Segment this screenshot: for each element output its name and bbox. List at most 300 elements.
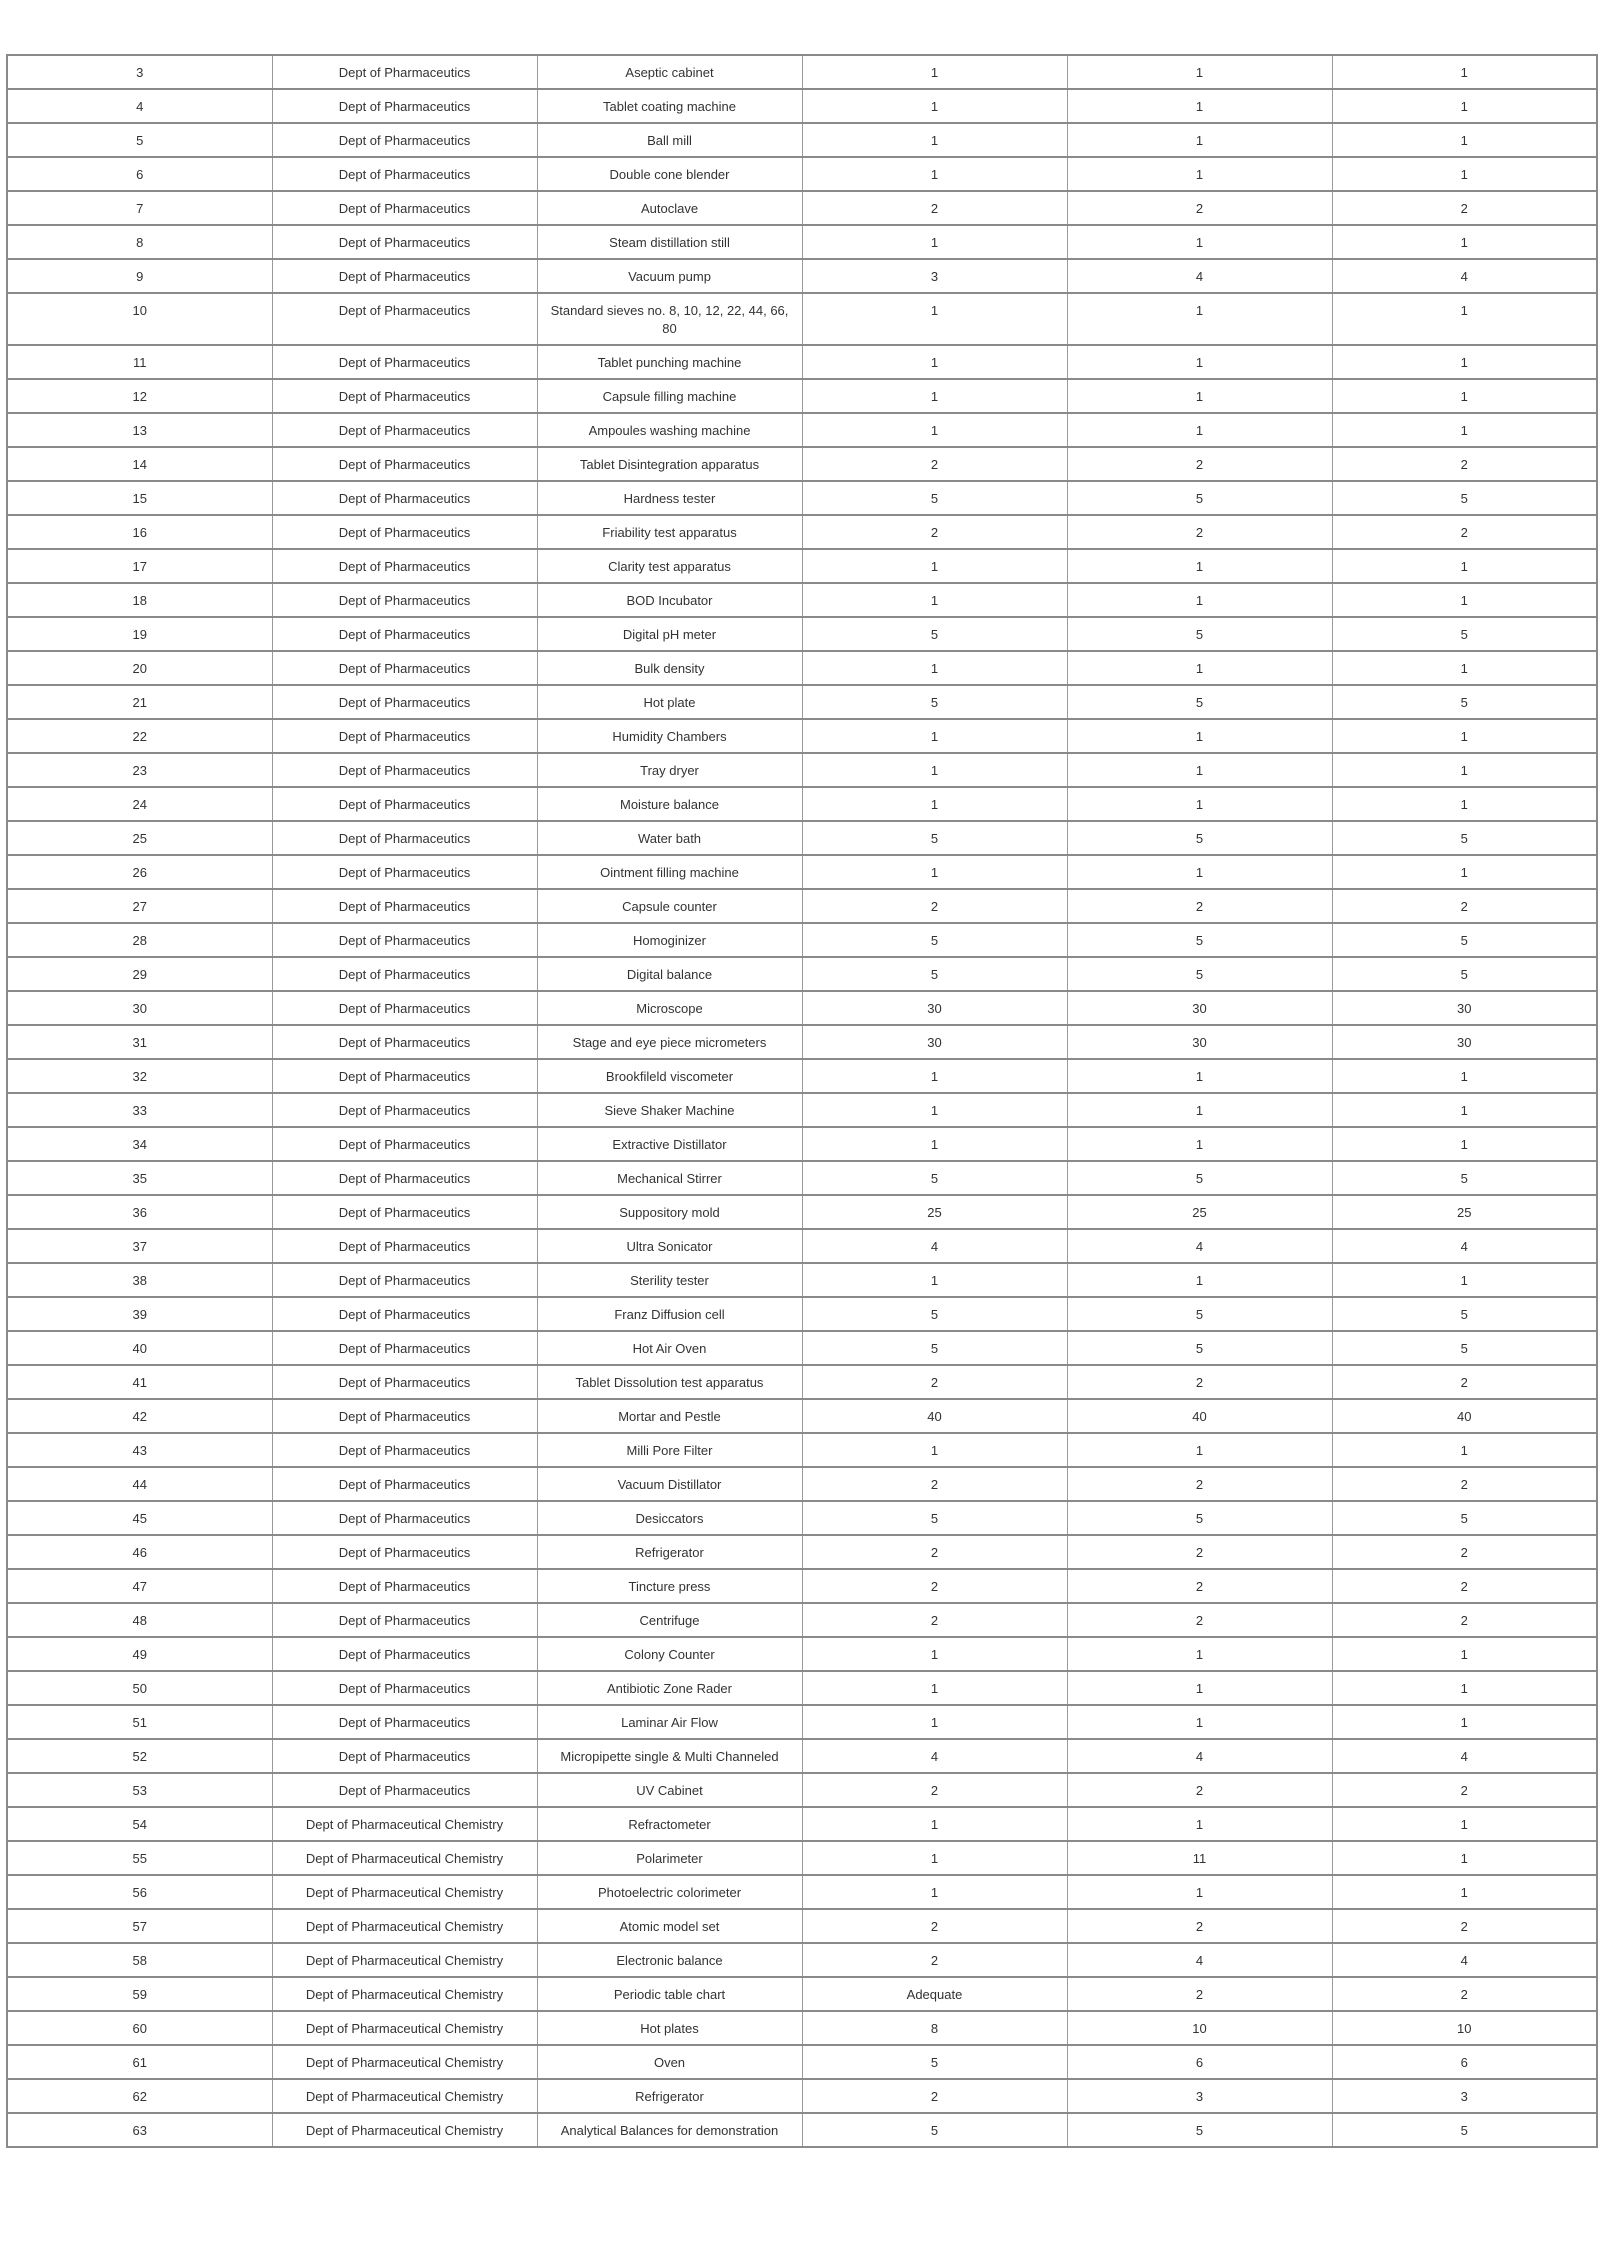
quantity-required-cell: 1: [802, 1705, 1067, 1739]
quantity-available-cell: 1: [1067, 379, 1332, 413]
serial-number-cell: 62: [7, 2079, 272, 2113]
equipment-name-cell: Humidity Chambers: [537, 719, 802, 753]
serial-number-cell: 45: [7, 1501, 272, 1535]
quantity-required-cell: 2: [802, 447, 1067, 481]
equipment-name-cell: Ampoules washing machine: [537, 413, 802, 447]
serial-number-cell: 19: [7, 617, 272, 651]
quantity-required-cell: 1: [802, 787, 1067, 821]
table-row: [7, 1705, 1597, 1739]
quantity-required-cell: 1: [802, 753, 1067, 787]
quantity-available-cell: 5: [1067, 481, 1332, 515]
serial-number-cell: 27: [7, 889, 272, 923]
quantity-required-cell: 4: [802, 1739, 1067, 1773]
quantity-present-cell: 5: [1332, 685, 1597, 719]
quantity-available-cell: 1: [1067, 1433, 1332, 1467]
equipment-name-cell: Centrifuge: [537, 1603, 802, 1637]
serial-number-cell: 39: [7, 1297, 272, 1331]
table-row: [7, 617, 1597, 651]
table-row: [7, 55, 1597, 89]
quantity-present-cell: 1: [1332, 123, 1597, 157]
quantity-present-cell: 5: [1332, 1331, 1597, 1365]
quantity-available-cell: 1: [1067, 583, 1332, 617]
quantity-available-cell: 5: [1067, 685, 1332, 719]
table-row: [7, 1807, 1597, 1841]
serial-number-cell: 17: [7, 549, 272, 583]
quantity-required-cell: 5: [802, 617, 1067, 651]
quantity-required-cell: 1: [802, 413, 1067, 447]
quantity-required-cell: 2: [802, 1603, 1067, 1637]
quantity-required-cell: 2: [802, 1365, 1067, 1399]
serial-number-cell: 50: [7, 1671, 272, 1705]
department-cell: Dept of Pharmaceutics: [272, 1433, 537, 1467]
quantity-required-cell: 5: [802, 821, 1067, 855]
serial-number-cell: 63: [7, 2113, 272, 2147]
serial-number-cell: 12: [7, 379, 272, 413]
quantity-present-cell: 30: [1332, 1025, 1597, 1059]
department-cell: Dept of Pharmaceutical Chemistry: [272, 1807, 537, 1841]
quantity-present-cell: 2: [1332, 447, 1597, 481]
quantity-required-cell: 5: [802, 1501, 1067, 1535]
quantity-available-cell: 30: [1067, 991, 1332, 1025]
serial-number-cell: 21: [7, 685, 272, 719]
equipment-name-cell: Digital pH meter: [537, 617, 802, 651]
quantity-available-cell: 1: [1067, 651, 1332, 685]
serial-number-cell: 20: [7, 651, 272, 685]
quantity-available-cell: 10: [1067, 2011, 1332, 2045]
serial-number-cell: 43: [7, 1433, 272, 1467]
equipment-name-cell: Vacuum Distillator: [537, 1467, 802, 1501]
quantity-required-cell: 5: [802, 1297, 1067, 1331]
quantity-required-cell: 5: [802, 923, 1067, 957]
department-cell: Dept of Pharmaceutics: [272, 1603, 537, 1637]
quantity-available-cell: 1: [1067, 1127, 1332, 1161]
department-cell: Dept of Pharmaceutics: [272, 1093, 537, 1127]
serial-number-cell: 51: [7, 1705, 272, 1739]
quantity-available-cell: 1: [1067, 855, 1332, 889]
department-cell: Dept of Pharmaceutics: [272, 413, 537, 447]
equipment-name-cell: Mechanical Stirrer: [537, 1161, 802, 1195]
quantity-available-cell: 25: [1067, 1195, 1332, 1229]
equipment-name-cell: Autoclave: [537, 191, 802, 225]
quantity-available-cell: 40: [1067, 1399, 1332, 1433]
quantity-present-cell: 1: [1332, 549, 1597, 583]
department-cell: Dept of Pharmaceutics: [272, 617, 537, 651]
equipment-name-cell: Suppository mold: [537, 1195, 802, 1229]
serial-number-cell: 48: [7, 1603, 272, 1637]
table-row: [7, 1093, 1597, 1127]
equipment-name-cell: Digital balance: [537, 957, 802, 991]
quantity-available-cell: 4: [1067, 259, 1332, 293]
quantity-available-cell: 1: [1067, 89, 1332, 123]
quantity-required-cell: 1: [802, 549, 1067, 583]
quantity-required-cell: 1: [802, 293, 1067, 345]
department-cell: Dept of Pharmaceutics: [272, 1127, 537, 1161]
table-row: [7, 685, 1597, 719]
table-row: [7, 379, 1597, 413]
quantity-available-cell: 4: [1067, 1229, 1332, 1263]
serial-number-cell: 26: [7, 855, 272, 889]
equipment-table-body: [7, 55, 1597, 2147]
quantity-present-cell: 25: [1332, 1195, 1597, 1229]
department-cell: Dept of Pharmaceutics: [272, 685, 537, 719]
quantity-present-cell: 1: [1332, 379, 1597, 413]
quantity-available-cell: 2: [1067, 1535, 1332, 1569]
equipment-name-cell: Ball mill: [537, 123, 802, 157]
department-cell: Dept of Pharmaceutics: [272, 345, 537, 379]
table-row: [7, 549, 1597, 583]
department-cell: Dept of Pharmaceutics: [272, 259, 537, 293]
serial-number-cell: 41: [7, 1365, 272, 1399]
quantity-present-cell: 1: [1332, 345, 1597, 379]
table-row: [7, 1059, 1597, 1093]
table-row: [7, 889, 1597, 923]
quantity-present-cell: 5: [1332, 2113, 1597, 2147]
quantity-available-cell: 1: [1067, 413, 1332, 447]
serial-number-cell: 35: [7, 1161, 272, 1195]
quantity-required-cell: 2: [802, 515, 1067, 549]
quantity-available-cell: 1: [1067, 1671, 1332, 1705]
quantity-required-cell: 2: [802, 2079, 1067, 2113]
quantity-required-cell: 5: [802, 1161, 1067, 1195]
department-cell: Dept of Pharmaceutics: [272, 481, 537, 515]
quantity-available-cell: 1: [1067, 225, 1332, 259]
serial-number-cell: 32: [7, 1059, 272, 1093]
table-row: [7, 1841, 1597, 1875]
quantity-available-cell: 1: [1067, 1705, 1332, 1739]
quantity-required-cell: 1: [802, 855, 1067, 889]
quantity-available-cell: 1: [1067, 719, 1332, 753]
quantity-required-cell: 2: [802, 1773, 1067, 1807]
quantity-required-cell: 1: [802, 1263, 1067, 1297]
department-cell: Dept of Pharmaceutics: [272, 293, 537, 345]
quantity-required-cell: 1: [802, 1059, 1067, 1093]
serial-number-cell: 8: [7, 225, 272, 259]
quantity-present-cell: 2: [1332, 191, 1597, 225]
quantity-present-cell: 10: [1332, 2011, 1597, 2045]
department-cell: Dept of Pharmaceutics: [272, 447, 537, 481]
serial-number-cell: 23: [7, 753, 272, 787]
equipment-name-cell: Stage and eye piece micrometers: [537, 1025, 802, 1059]
quantity-available-cell: 2: [1067, 447, 1332, 481]
table-row: [7, 1671, 1597, 1705]
quantity-present-cell: 2: [1332, 1977, 1597, 2011]
quantity-present-cell: 5: [1332, 481, 1597, 515]
serial-number-cell: 9: [7, 259, 272, 293]
equipment-name-cell: Capsule counter: [537, 889, 802, 923]
equipment-name-cell: Friability test apparatus: [537, 515, 802, 549]
serial-number-cell: 46: [7, 1535, 272, 1569]
equipment-name-cell: Tablet Dissolution test apparatus: [537, 1365, 802, 1399]
quantity-required-cell: 1: [802, 225, 1067, 259]
serial-number-cell: 28: [7, 923, 272, 957]
quantity-available-cell: 30: [1067, 1025, 1332, 1059]
serial-number-cell: 22: [7, 719, 272, 753]
equipment-name-cell: Polarimeter: [537, 1841, 802, 1875]
department-cell: Dept of Pharmaceutical Chemistry: [272, 2045, 537, 2079]
equipment-name-cell: Periodic table chart: [537, 1977, 802, 2011]
table-row: [7, 2045, 1597, 2079]
table-row: [7, 1501, 1597, 1535]
equipment-name-cell: Sieve Shaker Machine: [537, 1093, 802, 1127]
department-cell: Dept of Pharmaceutics: [272, 1331, 537, 1365]
table-row: [7, 855, 1597, 889]
quantity-present-cell: 1: [1332, 1263, 1597, 1297]
table-row: [7, 1433, 1597, 1467]
serial-number-cell: 49: [7, 1637, 272, 1671]
quantity-available-cell: 1: [1067, 345, 1332, 379]
quantity-required-cell: 2: [802, 1909, 1067, 1943]
department-cell: Dept of Pharmaceutics: [272, 923, 537, 957]
quantity-available-cell: 5: [1067, 923, 1332, 957]
department-cell: Dept of Pharmaceutics: [272, 1161, 537, 1195]
table-row: [7, 1025, 1597, 1059]
quantity-present-cell: 1: [1332, 413, 1597, 447]
table-row: [7, 1195, 1597, 1229]
department-cell: Dept of Pharmaceutics: [272, 855, 537, 889]
quantity-present-cell: 2: [1332, 1569, 1597, 1603]
quantity-required-cell: 30: [802, 991, 1067, 1025]
quantity-available-cell: 5: [1067, 2113, 1332, 2147]
serial-number-cell: 6: [7, 157, 272, 191]
serial-number-cell: 55: [7, 1841, 272, 1875]
quantity-present-cell: 2: [1332, 1535, 1597, 1569]
serial-number-cell: 4: [7, 89, 272, 123]
equipment-name-cell: Tablet punching machine: [537, 345, 802, 379]
equipment-name-cell: Colony Counter: [537, 1637, 802, 1671]
quantity-available-cell: 1: [1067, 123, 1332, 157]
quantity-required-cell: 1: [802, 651, 1067, 685]
department-cell: Dept of Pharmaceutics: [272, 157, 537, 191]
quantity-present-cell: 2: [1332, 1909, 1597, 1943]
quantity-available-cell: 2: [1067, 1977, 1332, 2011]
equipment-name-cell: Hot plates: [537, 2011, 802, 2045]
department-cell: Dept of Pharmaceutics: [272, 89, 537, 123]
department-cell: Dept of Pharmaceutics: [272, 191, 537, 225]
quantity-present-cell: 1: [1332, 1093, 1597, 1127]
serial-number-cell: 36: [7, 1195, 272, 1229]
table-row: [7, 923, 1597, 957]
quantity-present-cell: 1: [1332, 1433, 1597, 1467]
equipment-name-cell: Analytical Balances for demonstration: [537, 2113, 802, 2147]
department-cell: Dept of Pharmaceutical Chemistry: [272, 1875, 537, 1909]
equipment-name-cell: Tablet Disintegration apparatus: [537, 447, 802, 481]
equipment-name-cell: Franz Diffusion cell: [537, 1297, 802, 1331]
table-row: [7, 2079, 1597, 2113]
quantity-available-cell: 5: [1067, 957, 1332, 991]
quantity-present-cell: 2: [1332, 1365, 1597, 1399]
equipment-name-cell: Extractive Distillator: [537, 1127, 802, 1161]
table-row: [7, 1977, 1597, 2011]
quantity-present-cell: 1: [1332, 157, 1597, 191]
serial-number-cell: 3: [7, 55, 272, 89]
quantity-present-cell: 2: [1332, 889, 1597, 923]
serial-number-cell: 57: [7, 1909, 272, 1943]
quantity-required-cell: 1: [802, 1671, 1067, 1705]
table-row: [7, 583, 1597, 617]
serial-number-cell: 59: [7, 1977, 272, 2011]
department-cell: Dept of Pharmaceutics: [272, 1671, 537, 1705]
department-cell: Dept of Pharmaceutical Chemistry: [272, 1841, 537, 1875]
equipment-name-cell: Steam distillation still: [537, 225, 802, 259]
equipment-name-cell: Sterility tester: [537, 1263, 802, 1297]
quantity-present-cell: 5: [1332, 821, 1597, 855]
table-row: [7, 991, 1597, 1025]
equipment-name-cell: Electronic balance: [537, 1943, 802, 1977]
table-row: [7, 1399, 1597, 1433]
serial-number-cell: 18: [7, 583, 272, 617]
quantity-available-cell: 2: [1067, 1467, 1332, 1501]
equipment-name-cell: Double cone blender: [537, 157, 802, 191]
quantity-required-cell: 1: [802, 719, 1067, 753]
department-cell: Dept of Pharmaceutics: [272, 1025, 537, 1059]
serial-number-cell: 56: [7, 1875, 272, 1909]
quantity-required-cell: 5: [802, 685, 1067, 719]
table-row: [7, 481, 1597, 515]
equipment-name-cell: Hot Air Oven: [537, 1331, 802, 1365]
table-row: [7, 1637, 1597, 1671]
equipment-name-cell: Refrigerator: [537, 2079, 802, 2113]
quantity-required-cell: 1: [802, 1875, 1067, 1909]
quantity-required-cell: 2: [802, 1535, 1067, 1569]
table-row: [7, 447, 1597, 481]
quantity-required-cell: 5: [802, 481, 1067, 515]
serial-number-cell: 5: [7, 123, 272, 157]
quantity-required-cell: 1: [802, 1433, 1067, 1467]
department-cell: Dept of Pharmaceutics: [272, 991, 537, 1025]
table-row: [7, 957, 1597, 991]
department-cell: Dept of Pharmaceutics: [272, 583, 537, 617]
quantity-present-cell: 4: [1332, 1739, 1597, 1773]
equipment-name-cell: Hot plate: [537, 685, 802, 719]
department-cell: Dept of Pharmaceutics: [272, 1297, 537, 1331]
table-row: [7, 413, 1597, 447]
quantity-required-cell: 1: [802, 379, 1067, 413]
department-cell: Dept of Pharmaceutics: [272, 1399, 537, 1433]
table-row: [7, 1263, 1597, 1297]
quantity-present-cell: 1: [1332, 583, 1597, 617]
department-cell: Dept of Pharmaceutics: [272, 889, 537, 923]
quantity-required-cell: 5: [802, 2113, 1067, 2147]
department-cell: Dept of Pharmaceutics: [272, 957, 537, 991]
serial-number-cell: 33: [7, 1093, 272, 1127]
table-row: [7, 1535, 1597, 1569]
table-row: [7, 1467, 1597, 1501]
quantity-required-cell: 2: [802, 1943, 1067, 1977]
equipment-name-cell: Antibiotic Zone Rader: [537, 1671, 802, 1705]
department-cell: Dept of Pharmaceutical Chemistry: [272, 2079, 537, 2113]
quantity-available-cell: 1: [1067, 1093, 1332, 1127]
table-row: [7, 293, 1597, 345]
quantity-available-cell: 1: [1067, 157, 1332, 191]
quantity-available-cell: 1: [1067, 1637, 1332, 1671]
quantity-required-cell: 30: [802, 1025, 1067, 1059]
quantity-present-cell: 1: [1332, 55, 1597, 89]
equipment-name-cell: Mortar and Pestle: [537, 1399, 802, 1433]
table-row: [7, 787, 1597, 821]
equipment-name-cell: Refractometer: [537, 1807, 802, 1841]
quantity-required-cell: 1: [802, 55, 1067, 89]
table-row: [7, 225, 1597, 259]
equipment-name-cell: Refrigerator: [537, 1535, 802, 1569]
serial-number-cell: 60: [7, 2011, 272, 2045]
equipment-name-cell: Water bath: [537, 821, 802, 855]
quantity-available-cell: 2: [1067, 1909, 1332, 1943]
quantity-required-cell: 1: [802, 1841, 1067, 1875]
serial-number-cell: 13: [7, 413, 272, 447]
equipment-name-cell: Tablet coating machine: [537, 89, 802, 123]
department-cell: Dept of Pharmaceutics: [272, 651, 537, 685]
serial-number-cell: 15: [7, 481, 272, 515]
equipment-name-cell: Atomic model set: [537, 1909, 802, 1943]
quantity-available-cell: 2: [1067, 1365, 1332, 1399]
department-cell: Dept of Pharmaceutical Chemistry: [272, 2011, 537, 2045]
table-row: [7, 1875, 1597, 1909]
quantity-available-cell: 2: [1067, 1603, 1332, 1637]
quantity-required-cell: Adequate: [802, 1977, 1067, 2011]
quantity-available-cell: 1: [1067, 1059, 1332, 1093]
quantity-present-cell: 4: [1332, 1229, 1597, 1263]
table-row: [7, 1909, 1597, 1943]
equipment-name-cell: Bulk density: [537, 651, 802, 685]
department-cell: Dept of Pharmaceutics: [272, 1467, 537, 1501]
document-page: [6, 54, 1596, 2148]
serial-number-cell: 58: [7, 1943, 272, 1977]
serial-number-cell: 29: [7, 957, 272, 991]
quantity-required-cell: 5: [802, 2045, 1067, 2079]
department-cell: Dept of Pharmaceutical Chemistry: [272, 1909, 537, 1943]
quantity-required-cell: 1: [802, 157, 1067, 191]
quantity-required-cell: 5: [802, 957, 1067, 991]
department-cell: Dept of Pharmaceutics: [272, 225, 537, 259]
serial-number-cell: 37: [7, 1229, 272, 1263]
quantity-available-cell: 1: [1067, 1807, 1332, 1841]
equipment-name-cell: Capsule filling machine: [537, 379, 802, 413]
department-cell: Dept of Pharmaceutics: [272, 1059, 537, 1093]
quantity-available-cell: 11: [1067, 1841, 1332, 1875]
quantity-available-cell: 4: [1067, 1739, 1332, 1773]
serial-number-cell: 14: [7, 447, 272, 481]
quantity-available-cell: 5: [1067, 1161, 1332, 1195]
quantity-required-cell: 25: [802, 1195, 1067, 1229]
quantity-required-cell: 1: [802, 583, 1067, 617]
table-row: [7, 1739, 1597, 1773]
quantity-present-cell: 4: [1332, 259, 1597, 293]
department-cell: Dept of Pharmaceutics: [272, 719, 537, 753]
quantity-present-cell: 2: [1332, 1603, 1597, 1637]
equipment-name-cell: Desiccators: [537, 1501, 802, 1535]
serial-number-cell: 24: [7, 787, 272, 821]
quantity-required-cell: 5: [802, 1331, 1067, 1365]
table-row: [7, 1331, 1597, 1365]
table-row: [7, 89, 1597, 123]
quantity-required-cell: 1: [802, 1093, 1067, 1127]
quantity-available-cell: 1: [1067, 1875, 1332, 1909]
equipment-name-cell: Aseptic cabinet: [537, 55, 802, 89]
serial-number-cell: 16: [7, 515, 272, 549]
serial-number-cell: 38: [7, 1263, 272, 1297]
quantity-available-cell: 2: [1067, 515, 1332, 549]
quantity-present-cell: 1: [1332, 719, 1597, 753]
quantity-present-cell: 1: [1332, 753, 1597, 787]
table-row: [7, 1127, 1597, 1161]
equipment-name-cell: Laminar Air Flow: [537, 1705, 802, 1739]
quantity-present-cell: 3: [1332, 2079, 1597, 2113]
quantity-available-cell: 2: [1067, 191, 1332, 225]
quantity-available-cell: 1: [1067, 549, 1332, 583]
quantity-present-cell: 1: [1332, 1875, 1597, 1909]
table-row: [7, 753, 1597, 787]
equipment-name-cell: Microscope: [537, 991, 802, 1025]
